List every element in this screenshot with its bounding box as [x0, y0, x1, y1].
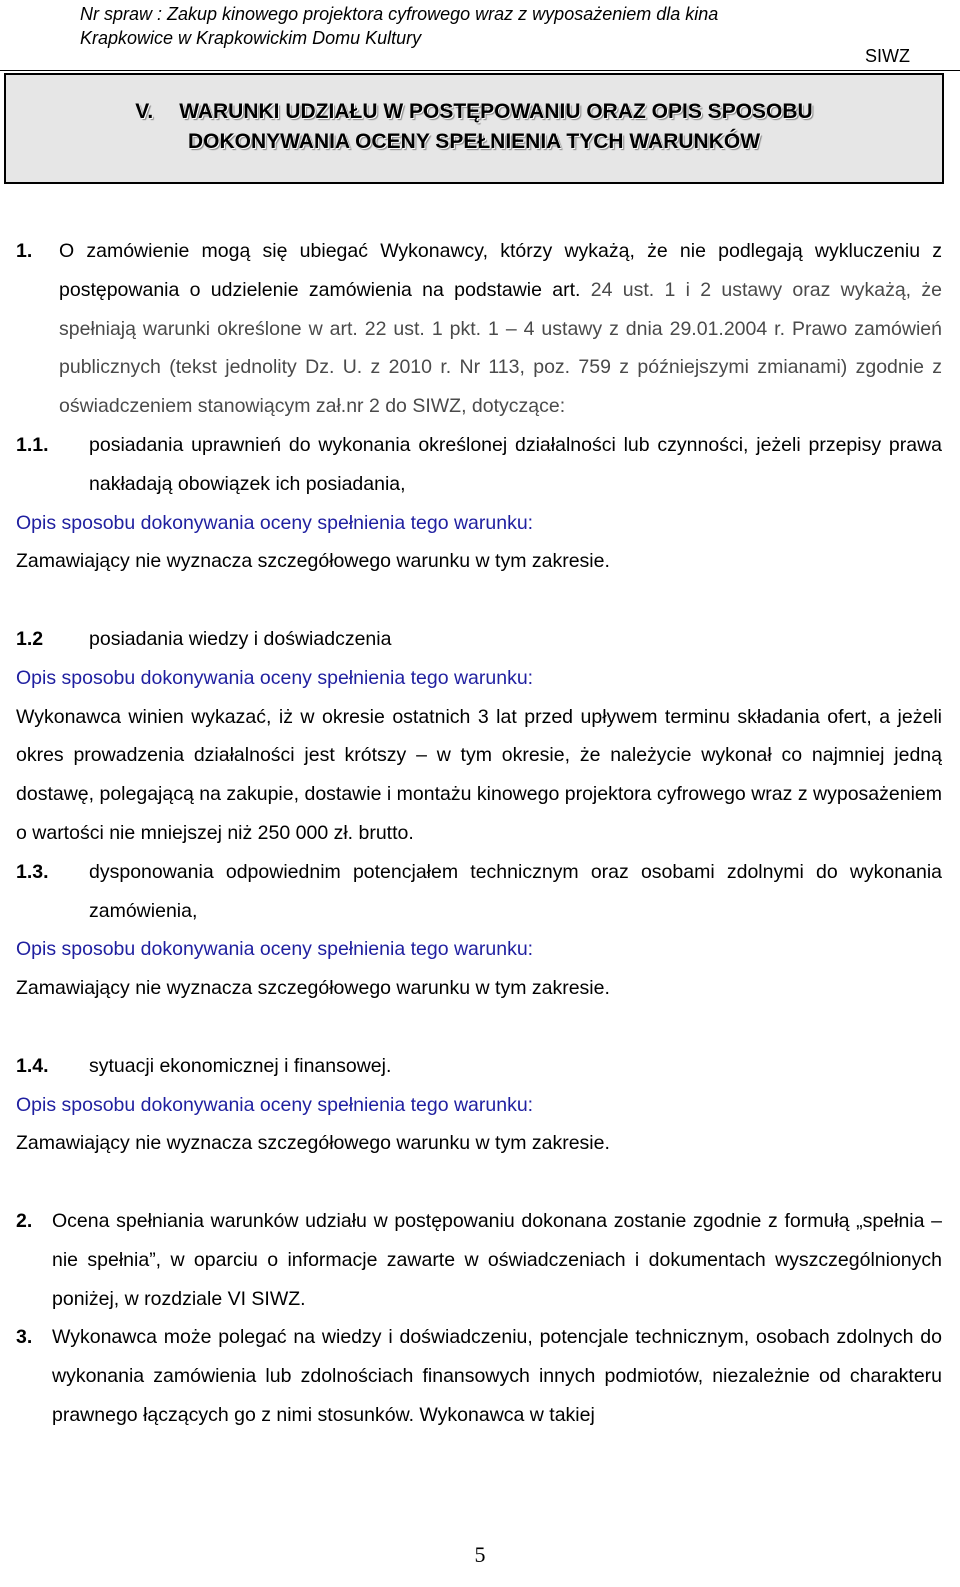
header-divider [0, 70, 960, 71]
condition-item-3 [16, 1318, 942, 1434]
item-text-part-a: O zamówienie mogą się ubiegać Wykonawcy, którzy wykażą, że nie podlegają wykluczeniu z postępowania o udzielenie zamówienia na podstawie art. [59, 240, 942, 301]
subcondition-description: sytuacji ekonomicznej i finansowej. [89, 1054, 392, 1077]
spacer [16, 1008, 942, 1047]
assessment-method-text: Zamawiający nie wyznacza szczegółowego warunku w tym zakresie. [16, 977, 610, 1000]
subcondition-number: 1.3. [16, 860, 49, 883]
header-line-2: Krapkowice w Krapkowickim Domu Kultury [80, 28, 422, 48]
section-heading-box [4, 73, 944, 184]
subcondition-1-4 [16, 1047, 942, 1163]
document-body [16, 232, 942, 1435]
subcondition-text [16, 853, 942, 931]
header-line-1: Nr spraw : Zakup kinowego projektora cyfrowego wraz z wyposażeniem dla kina [80, 4, 719, 24]
subcondition-text [16, 426, 942, 504]
subcondition-description: dysponowania odpowiednim potencjałem technicznym oraz osobami zdolnymi do wykonania zamówienia, [89, 860, 942, 922]
assessment-method-label: Opis sposobu dokonywania oceny spełnienia tego warunku: [16, 511, 534, 534]
item-text: Wykonawca może polegać na wiedzy i doświadczeniu, potencjale technicznym, osobach zdolnych do wykonania zamówienia lub zdolnościach finansowych innych podmiotów, niezależnie od charakteru prawnego łączących go z nimi stosunków. Wykonawca w takiej [52, 1326, 942, 1426]
assessment-method-text: Zamawiający nie wyznacza szczegółowego warunku w tym zakresie. [16, 1132, 610, 1155]
document-code: SIWZ [865, 46, 910, 66]
assessment-method-label: Opis sposobu dokonywania oceny spełnienia tego warunku: [16, 938, 534, 961]
assessment-method-label: Opis sposobu dokonywania oceny spełnienia tego warunku: [16, 1093, 534, 1116]
subcondition-number: 1.4. [16, 1054, 49, 1077]
spacer [16, 581, 942, 620]
subcondition-number: 1.2 [16, 627, 44, 650]
subcondition-text [16, 620, 942, 659]
item-text-part-b: 24 ust. 1 i 2 ustawy oraz wykażą, że spełniają warunki określone w art. 22 ust. 1 pkt. 1 – 4 ustawy z dnia 29.01.2004 r. Prawo zamówień publicznych (tekst jednolity Dz. U. z 2010 r. Nr 113, poz. 759 z późniejszymi zmianami) zgodnie z oświadczeniem stanowiącym zał.nr 2 do SIWZ, dotyczące: [59, 278, 942, 418]
section-number: V. [135, 100, 154, 123]
subcondition-1-1 [16, 426, 942, 581]
assessment-method-label: Opis sposobu dokonywania oceny spełnienia tego warunku: [16, 666, 534, 689]
item-number: 2. [16, 1209, 33, 1232]
assessment-method-text: Wykonawca winien wykazać, iż w okresie ostatnich 3 lat przed upływem terminu składania ofert, a jeżeli okres prowadzenia działalności jest krótszy – w tym okresie, że należycie wykonał co najmniej jedną dostawę, polegającą na zakupie, dostawie i montażu kinowego projektora cyfrowego wraz z wyposażeniem o wartości nie mniejszej niż 250 000 zł. brutto. [16, 705, 942, 844]
subcondition-description: posiadania wiedzy i doświadczenia [89, 627, 392, 650]
subcondition-1-3 [16, 853, 942, 1008]
section-title [6, 97, 942, 157]
item-number: 1. [16, 240, 33, 262]
section-title-line-1: WARUNKI UDZIAŁU W POSTĘPOWANIU ORAZ OPIS SPOSOBU [179, 100, 813, 123]
assessment-method-text: Zamawiający nie wyznacza szczegółowego warunku w tym zakresie. [16, 550, 610, 573]
spacer [16, 1163, 942, 1202]
section-title-line-2: DOKONYWANIA OCENY SPEŁNIENIA TYCH WARUNKÓW [187, 130, 761, 153]
condition-item-1 [16, 232, 942, 426]
item-number: 3. [16, 1326, 33, 1349]
condition-item-2 [16, 1202, 942, 1318]
subcondition-text [16, 1047, 942, 1086]
subcondition-number: 1.1. [16, 433, 49, 456]
document-header [80, 2, 718, 50]
page-number: 5 [474, 1542, 486, 1567]
subcondition-1-2 [16, 620, 942, 853]
item-text: Ocena spełniania warunków udziału w postępowaniu dokonana zostanie zgodnie z formułą „spełnia – nie spełnia”, w oparciu o informacje zawarte w oświadczeniach i dokumentach wyszczególnionych poniżej, w rozdziale VI SIWZ. [52, 1209, 942, 1310]
subcondition-description: posiadania uprawnień do wykonania określonej działalności lub czynności, jeżeli przepisy prawa nakładają obowiązek ich posiadania, [89, 433, 942, 495]
